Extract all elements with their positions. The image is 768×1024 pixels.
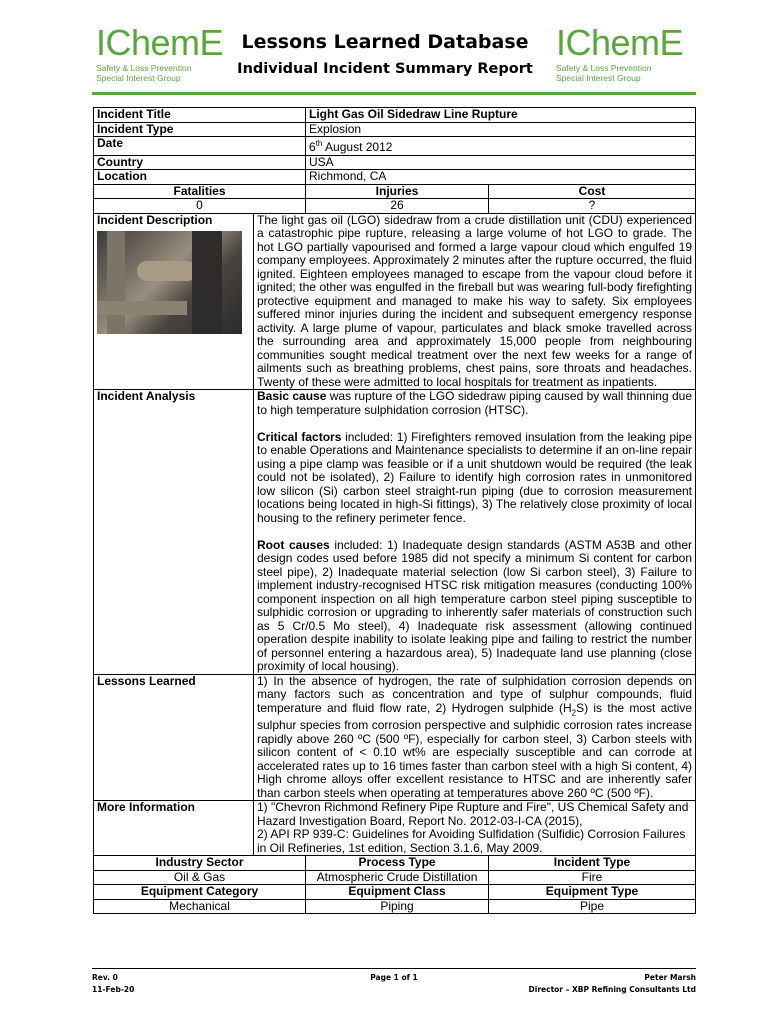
- country-value: USA: [306, 155, 696, 170]
- row-location: [94, 170, 696, 185]
- location-value: Richmond, CA: [306, 170, 696, 185]
- logo-wordmark: IChemE: [556, 22, 684, 63]
- incident-type-value: Explosion: [306, 122, 696, 137]
- cost-value: ?: [489, 199, 696, 214]
- incident-description-label: Incident Description: [97, 212, 213, 227]
- incident-analysis-label: Incident Analysis: [94, 390, 254, 675]
- footer-divider: [92, 968, 696, 969]
- lessons-text-part-2: S) is the most active sulphur species from corrosion perspective and sulphidic corrosion rates increase rapidly above 260 ºC (500 ºF), especially for carbon steel, 3) Carbon steels with silicon content of < 0.10 wt% are especially susceptible and can corrode at accelerated rates up to 16 times faster than carbon steel with a high Si content, 4) High chrome alloys offer excellent resistance to HTSC and are inherently safer than carbon steels when operating at temperatures above 260 ºC (500 ºF).: [257, 700, 693, 800]
- footer-author: Peter Marsh: [644, 973, 696, 982]
- basic-cause-text: was rupture of the LGO sidedraw piping caused by wall thinning due to high temperature sulphidation corrosion (HTSC).: [257, 389, 692, 417]
- process-type-value: Atmospheric Crude Distillation: [306, 870, 489, 885]
- equipment-class-value: Piping: [306, 899, 489, 914]
- date-value: [306, 137, 696, 156]
- classification-incident-type-value: Fire: [489, 870, 696, 885]
- footer-date: 11-Feb-20: [92, 985, 135, 994]
- injuries-value: 26: [306, 199, 489, 214]
- process-type-label: Process Type: [306, 856, 489, 871]
- incident-description-text: The light gas oil (LGO) sidedraw from a crude distillation unit (CDU) experienced a catastrophic pipe rupture, releasing a large volume of hot LGO to grade. The hot LGO partially vapourised and formed a large vapour cloud which engulfed 19 company employees. Approximately 2 minutes after the rupture occurred, the fluid ignited. Eighteen employees managed to escape from the vapour cloud before it ignited; the other was engulfed in the fireball but was wearing full-body firefighting protective equipment and managed to make his way to safety. Six employees suffered minor injuries during the incident and subsequent emergency response activity. A large plume of vapour, particulates and black smoke travelled across the surrounding area and approximately 15,000 people from neighbouring communities sought medical treatment over the next few weeks for a range of ailments such as breathing problems, chest pains, sore throats and headaches. Twenty of these were admitted to local hospitals for treatment as inpatients.: [254, 213, 696, 390]
- industry-sector-value: Oil & Gas: [94, 870, 306, 885]
- reference-1: 1) "Chevron Richmond Refinery Pipe Rupture and Fire", US Chemical Safety and Hazard Investigation Board, Report No. 2012-03-I-CA (2015),: [257, 800, 689, 828]
- date-rest: August 2012: [322, 140, 393, 154]
- root-causes-paragraph: [257, 539, 692, 674]
- classification-incident-type-label: Incident Type: [489, 856, 696, 871]
- incident-report-table: [93, 107, 696, 914]
- page-subtitle: Individual Incident Summary Report: [237, 61, 533, 77]
- row-incident-type: [94, 122, 696, 137]
- location-label: Location: [94, 170, 306, 185]
- icheme-logo-left: [96, 22, 224, 83]
- root-causes-heading: Root causes: [257, 537, 330, 552]
- row-country: [94, 155, 696, 170]
- row-date: [94, 137, 696, 156]
- header-divider: [92, 92, 696, 95]
- equipment-type-value: Pipe: [489, 899, 696, 914]
- more-information-label: More Information: [94, 801, 254, 856]
- row-stats-headers: [94, 184, 696, 199]
- row-incident-description: [94, 213, 696, 390]
- industry-sector-label: Industry Sector: [94, 856, 306, 871]
- logo-subtitle-1: Safety & Loss Prevention: [96, 63, 192, 73]
- equipment-category-value: Mechanical: [94, 899, 306, 914]
- equipment-category-label: Equipment Category: [94, 885, 306, 900]
- h2s-subscript: 2: [571, 707, 577, 717]
- cost-label: Cost: [489, 184, 696, 199]
- row-classification-headers-1: [94, 856, 696, 871]
- fatalities-label: Fatalities: [94, 184, 306, 199]
- date-suffix: th: [315, 139, 323, 148]
- lessons-learned-text: [254, 674, 696, 801]
- incident-photo: [97, 231, 242, 334]
- incident-analysis-text: [254, 390, 696, 675]
- equipment-type-label: Equipment Type: [489, 885, 696, 900]
- logo-subtitle-1: Safety & Loss Prevention: [556, 63, 652, 73]
- row-stats-values: [94, 199, 696, 214]
- logo-subtitle-2: Special Interest Group: [96, 73, 181, 83]
- footer-author-role: Director – XBP Refining Consultants Ltd: [528, 985, 696, 994]
- report-title-block: [220, 30, 550, 80]
- row-lessons-learned: [94, 674, 696, 801]
- lessons-text-part-1: 1) In the absence of hydrogen, the rate of sulphidation corrosion depends on many factors such as concentration and type of sulphur compounds, fluid temperature and fluid flow rate, 2) Hydrogen sulphide (H: [257, 673, 693, 715]
- incident-type-label: Incident Type: [94, 122, 306, 137]
- reference-2: 2) API RP 939-C: Guidelines for Avoiding Sulfidation (Sulfidic) Corrosion Failures in Oil Refineries, 1st edition, Section 3.1.6, May 2009.: [257, 827, 686, 855]
- row-classification-values-2: [94, 899, 696, 914]
- critical-factors-text: included: 1) Firefighters removed insulation from the leaking pipe to enable Operations and Maintenance specialists to determine if an on-line repair using a pipe clamp was feasible or if a unit shutdown would be required (the leak could not be isolated), 2) Failure to identify high corrosion rates in unmonitored low silicon (Si) carbon steel straight-run piping (due to corrosion measurement locations being located in high-Si fittings), 3) The relatively close proximity of local housing to the refinery perimeter fence.: [257, 429, 693, 525]
- critical-factors-heading: Critical factors: [257, 429, 342, 444]
- fatalities-value: 0: [94, 199, 306, 214]
- root-causes-text: included: 1) Inadequate design standards (ASTM A53B and other design codes used before 1985 did not specify a minimum Si content for carbon steel pipe), 2) Inadequate material selection (low Si carbon steel), 3) Failure to implement industry-recognised HTSC risk mitigation measures (conducting 100% component inspection on all high temperature carbon steel piping susceptible to sulphidic corrosion or upgrading to inherently safer materials of construction such as 5 Cr/0.5 Mo steel), 4) Inadequate risk assessment (allowing continued operation despite inability to isolate leaking pipe and failing to restrict the number of personnel entering a hazardous area), 5) Inadequate land use planning (close proximity of local housing).: [257, 537, 693, 673]
- country-label: Country: [94, 155, 306, 170]
- equipment-class-label: Equipment Class: [306, 885, 489, 900]
- date-day: 6: [309, 140, 316, 154]
- logo-subtitle-2: Special Interest Group: [556, 73, 641, 83]
- critical-factors-paragraph: [257, 431, 692, 526]
- footer-revision: Rev. 0: [92, 973, 118, 982]
- footer-page-number: Page 1 of 1: [370, 973, 418, 982]
- lessons-learned-label: Lessons Learned: [94, 674, 254, 801]
- icheme-logo-right: [556, 22, 684, 83]
- incident-title-label: Incident Title: [94, 108, 306, 123]
- injuries-label: Injuries: [306, 184, 489, 199]
- basic-cause-paragraph: [257, 390, 692, 417]
- incident-title-value: Light Gas Oil Sidedraw Line Rupture: [306, 108, 696, 123]
- row-more-information: [94, 801, 696, 856]
- row-classification-headers-2: [94, 885, 696, 900]
- row-classification-values-1: [94, 870, 696, 885]
- page-title: Lessons Learned Database: [241, 31, 529, 53]
- logo-wordmark: IChemE: [96, 22, 224, 63]
- date-label: Date: [94, 137, 306, 156]
- more-information-text: [254, 801, 696, 856]
- row-incident-title: [94, 108, 696, 123]
- row-incident-analysis: [94, 390, 696, 675]
- basic-cause-heading: Basic cause: [257, 389, 327, 403]
- incident-description-label-cell: [94, 213, 254, 390]
